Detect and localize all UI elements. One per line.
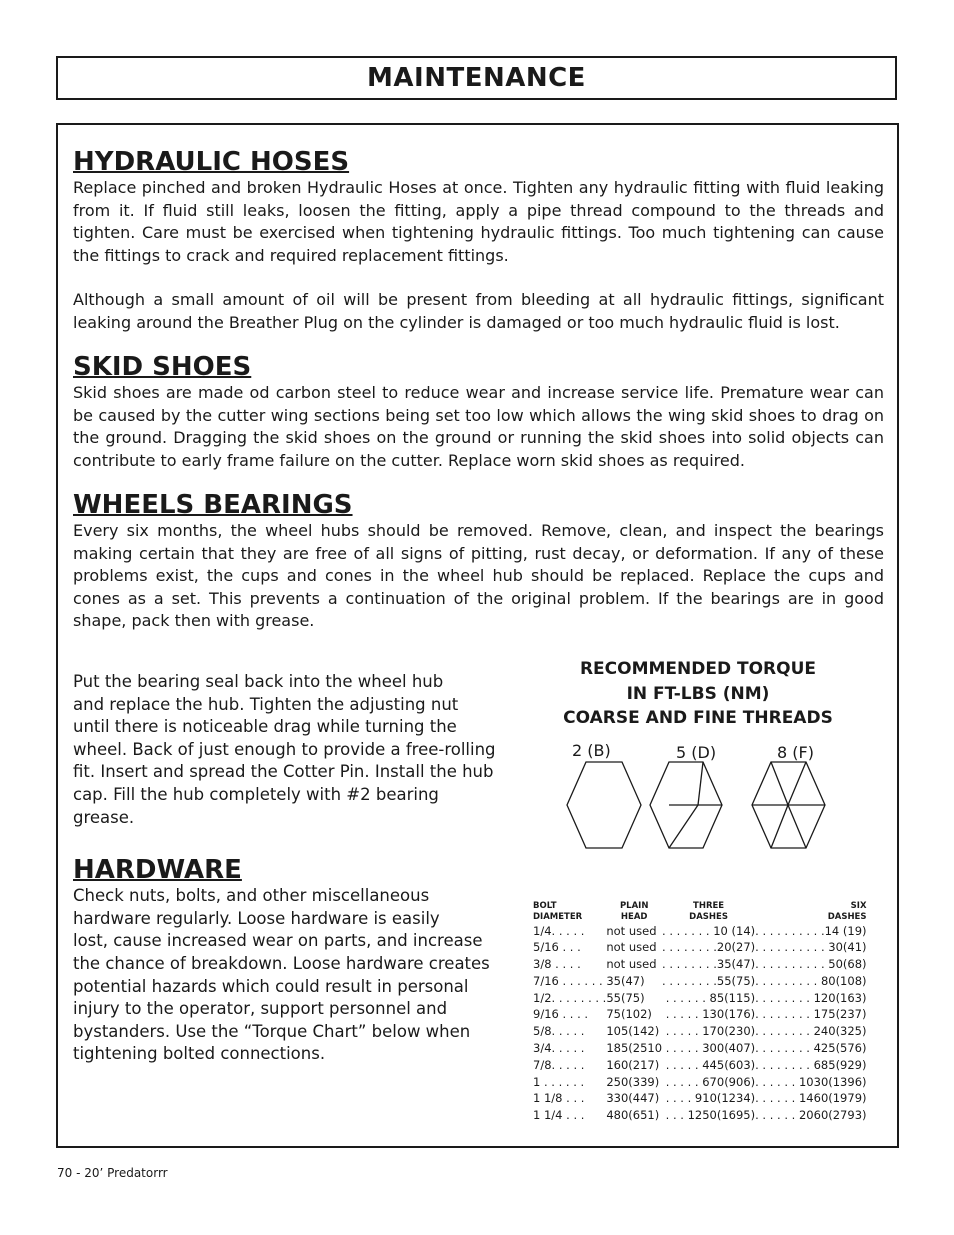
hardware-paragraph: [73, 885, 503, 1066]
table-row: [533, 1006, 867, 1023]
header-three-dashes: THREE DASHES: [689, 900, 728, 922]
cell-three: . . . . . 445(603): [665, 1057, 756, 1072]
dash-line: [771, 762, 788, 805]
text-line: bystanders. Use the “Torque Chart” below when: [73, 1021, 471, 1041]
cell-bolt: 5/8. . . . .: [533, 1024, 585, 1039]
cell-six: . . . . . . . . . 80(108): [755, 973, 867, 988]
cell-six: . . . . . . . . 685(929): [755, 1057, 867, 1072]
cell-bolt: 3/4. . . . .: [533, 1041, 585, 1056]
grade-label-8: 8 (F): [777, 742, 814, 762]
text-line: Check nuts, bolts, and other miscellaneous: [73, 886, 430, 906]
table-row: [533, 1040, 867, 1057]
cell-three: . . . . . . 85(115): [665, 990, 756, 1005]
cell-six: . . . . . . . . 240(325): [755, 1024, 867, 1039]
table-row: [533, 973, 867, 990]
table-row: [533, 1074, 867, 1091]
page-title: MAINTENANCE: [367, 63, 586, 93]
cell-plain: not used: [606, 940, 657, 955]
dash-line: [788, 762, 806, 805]
cell-plain: 480(651): [606, 1108, 660, 1123]
dash-line: [669, 805, 698, 848]
skid-heading: SKID SHOES: [73, 352, 252, 382]
text-line: injury to the operator, support personnel and: [73, 999, 448, 1019]
cell-bolt: 1 . . . . . .: [533, 1074, 585, 1089]
cell-three: . . . 1250(1695): [665, 1108, 756, 1123]
wheels-heading: WHEELS BEARINGS: [73, 490, 353, 520]
torque-table: [533, 901, 867, 1125]
cell-plain: 160(217): [606, 1057, 660, 1072]
wheels-paragraph-1: Every six months, the wheel hubs should be removed. Remove, clean, and inspect the bearings making certain that they are free of all signs of pitting, rust decay, or deformation. If any of these problems exist, the cups and cones in the wheel hub should be replaced. Replace the cups and cones as a set. This prevents a continuation of the original problem. If the bearings are in good shape, pack then with grease.: [73, 521, 884, 630]
table-row: [533, 990, 867, 1007]
cell-three: . . . . . 300(407): [665, 1041, 756, 1056]
text-line: the chance of breakdown. Loose hardware creates: [73, 953, 490, 973]
cell-plain: 75(102): [606, 1007, 652, 1022]
text-line: until there is noticeable drag while turning the: [73, 717, 457, 737]
header-plain-head: PLAIN HEAD: [619, 900, 649, 922]
text-line: lost, cause increased wear on parts, and increase: [73, 931, 483, 951]
cell-six: . . . . . . 1460(1979): [755, 1091, 867, 1106]
cell-plain: 55(75): [606, 990, 645, 1005]
upper-sections: [73, 147, 884, 633]
bolt-head-hexagons: [533, 741, 863, 891]
torque-header-row: [533, 901, 867, 923]
title-line: RECOMMENDED TORQUE: [579, 659, 817, 679]
cell-six: . . . . . . . . . . 50(68): [755, 957, 867, 972]
title-line: IN FT-LBS (NM): [626, 683, 770, 704]
cell-bolt: 7/8. . . . .: [533, 1057, 585, 1072]
text-line: wheel. Back of just enough to provide a free-rolling: [73, 739, 496, 759]
cell-plain: 105(142): [606, 1024, 660, 1039]
cell-six: . . . . . . . . 425(576): [755, 1041, 867, 1056]
title-line: COARSE AND FINE THREADS: [563, 708, 833, 728]
cell-bolt: 3/8 . . . .: [533, 957, 581, 972]
torque-chart: [533, 657, 867, 1124]
torque-rows: [533, 923, 867, 1125]
cell-three: . . . . . . . .35(47): [662, 957, 756, 972]
hex-grade-2: [567, 762, 641, 848]
text-line: hardware regularly. Loose hardware is easily: [73, 908, 440, 928]
cell-six: . . . . . . 1030(1396): [755, 1074, 867, 1089]
cell-six: . . . . . . . . . . 30(41): [755, 940, 867, 955]
table-row: [533, 923, 867, 940]
hydraulic-paragraph-2: Although a small amount of oil will be present from bleeding at all hydraulic fittings, significant leaking around the Breather Plug on the cylinder is damaged or too much hydraulic fluid is lost.: [73, 290, 884, 332]
dash-line: [698, 762, 703, 805]
table-row: [533, 1057, 867, 1074]
cell-plain: 250(339): [606, 1074, 660, 1089]
cell-three: . . . . . 670(906): [665, 1074, 756, 1089]
cell-plain: not used: [606, 957, 657, 972]
grade-label-2: 2 (B): [572, 740, 611, 760]
table-row: [533, 1090, 867, 1107]
hardware-heading: HARDWARE: [73, 855, 242, 886]
cell-bolt: 1 1/8 . . .: [533, 1091, 585, 1106]
table-row: [533, 1023, 867, 1040]
header-six-dashes: SIX DASHES: [827, 900, 867, 922]
cell-plain: not used: [606, 923, 657, 938]
cell-bolt: 9/16 . . . .: [533, 1007, 589, 1022]
text-line: Put the bearing seal back into the wheel hub: [73, 672, 444, 691]
cell-plain: 35(47): [606, 973, 645, 988]
header-bolt-diameter: BOLT DIAMETER: [533, 900, 583, 922]
cell-three: . . . . . . . 10 (14): [662, 923, 756, 938]
hydraulic-heading: HYDRAULIC HOSES: [73, 147, 350, 177]
table-row: [533, 956, 867, 973]
cell-plain: 185(2510: [606, 1041, 663, 1056]
cell-bolt: 1/4. . . . .: [533, 923, 585, 938]
dash-line: [771, 805, 788, 848]
maintenance-content-box: [56, 123, 899, 1148]
text-line: tightening bolted connections.: [73, 1044, 326, 1064]
cell-three: . . . . 910(1234): [665, 1091, 756, 1106]
cell-bolt: 7/16 . . . . . .: [533, 973, 603, 988]
grade-label-5: 5 (D): [676, 742, 717, 762]
cell-six: . . . . . . . . 120(163): [755, 990, 867, 1005]
table-row: [533, 1107, 867, 1124]
cell-bolt: 1/2. . . . . . . .: [533, 990, 607, 1005]
cell-six: . . . . . . . . 175(237): [755, 1007, 867, 1022]
hydraulic-paragraph-1: Replace pinched and broken Hydraulic Hoses at once. Tighten any hydraulic fitting with fluid leaking from it. If fluid still leaks, loosen the fitting, apply a pipe thread compound to the threads and tighten. Care must be exercised when tightening hydraulic fittings. Too much tightening can cause the fittings to crack and required replacement fittings.: [73, 178, 884, 265]
dash-line: [788, 805, 806, 848]
left-column: [73, 671, 503, 1066]
cell-bolt: 1 1/4 . . .: [533, 1108, 585, 1123]
text-line: cap. Fill the hub completely with #2 bearing grease.: [73, 784, 439, 827]
cell-plain: 330(447): [606, 1091, 660, 1106]
page-header: [56, 56, 897, 100]
page-footer: 70 - 20’ Predatorrr: [57, 1166, 168, 1180]
cell-six: . . . . . . 2060(2793): [755, 1108, 867, 1123]
cell-six: . . . . . . . . . .14 (19): [755, 923, 867, 938]
text-line: potential hazards which could result in personal: [73, 976, 469, 996]
bolt-grade-diagram: [533, 741, 863, 891]
wheels-paragraph-2: [73, 671, 503, 829]
cell-three: . . . . . . . .55(75): [662, 973, 756, 988]
text-line: and replace the hub. Tighten the adjusting nut: [73, 694, 459, 714]
cell-three: . . . . . 170(230): [665, 1024, 756, 1039]
cell-bolt: 5/16 . . .: [533, 940, 581, 955]
cell-three: . . . . . 130(176): [665, 1007, 756, 1022]
text-line: fit. Insert and spread the Cotter Pin. Install the hub: [73, 762, 494, 782]
cell-three: . . . . . . . .20(27): [662, 940, 756, 955]
table-row: [533, 939, 867, 956]
skid-paragraph: Skid shoes are made od carbon steel to reduce wear and increase service life. Premature wear can be caused by the cutter wing sections being set too low which allows the wing skid shoes to drag on the ground. Dragging the skid shoes on the ground or running the skid shoes into solid objects can contribute to early frame failure on the cutter. Replace worn skid shoes as required.: [73, 383, 884, 470]
torque-chart-title: [533, 657, 863, 731]
